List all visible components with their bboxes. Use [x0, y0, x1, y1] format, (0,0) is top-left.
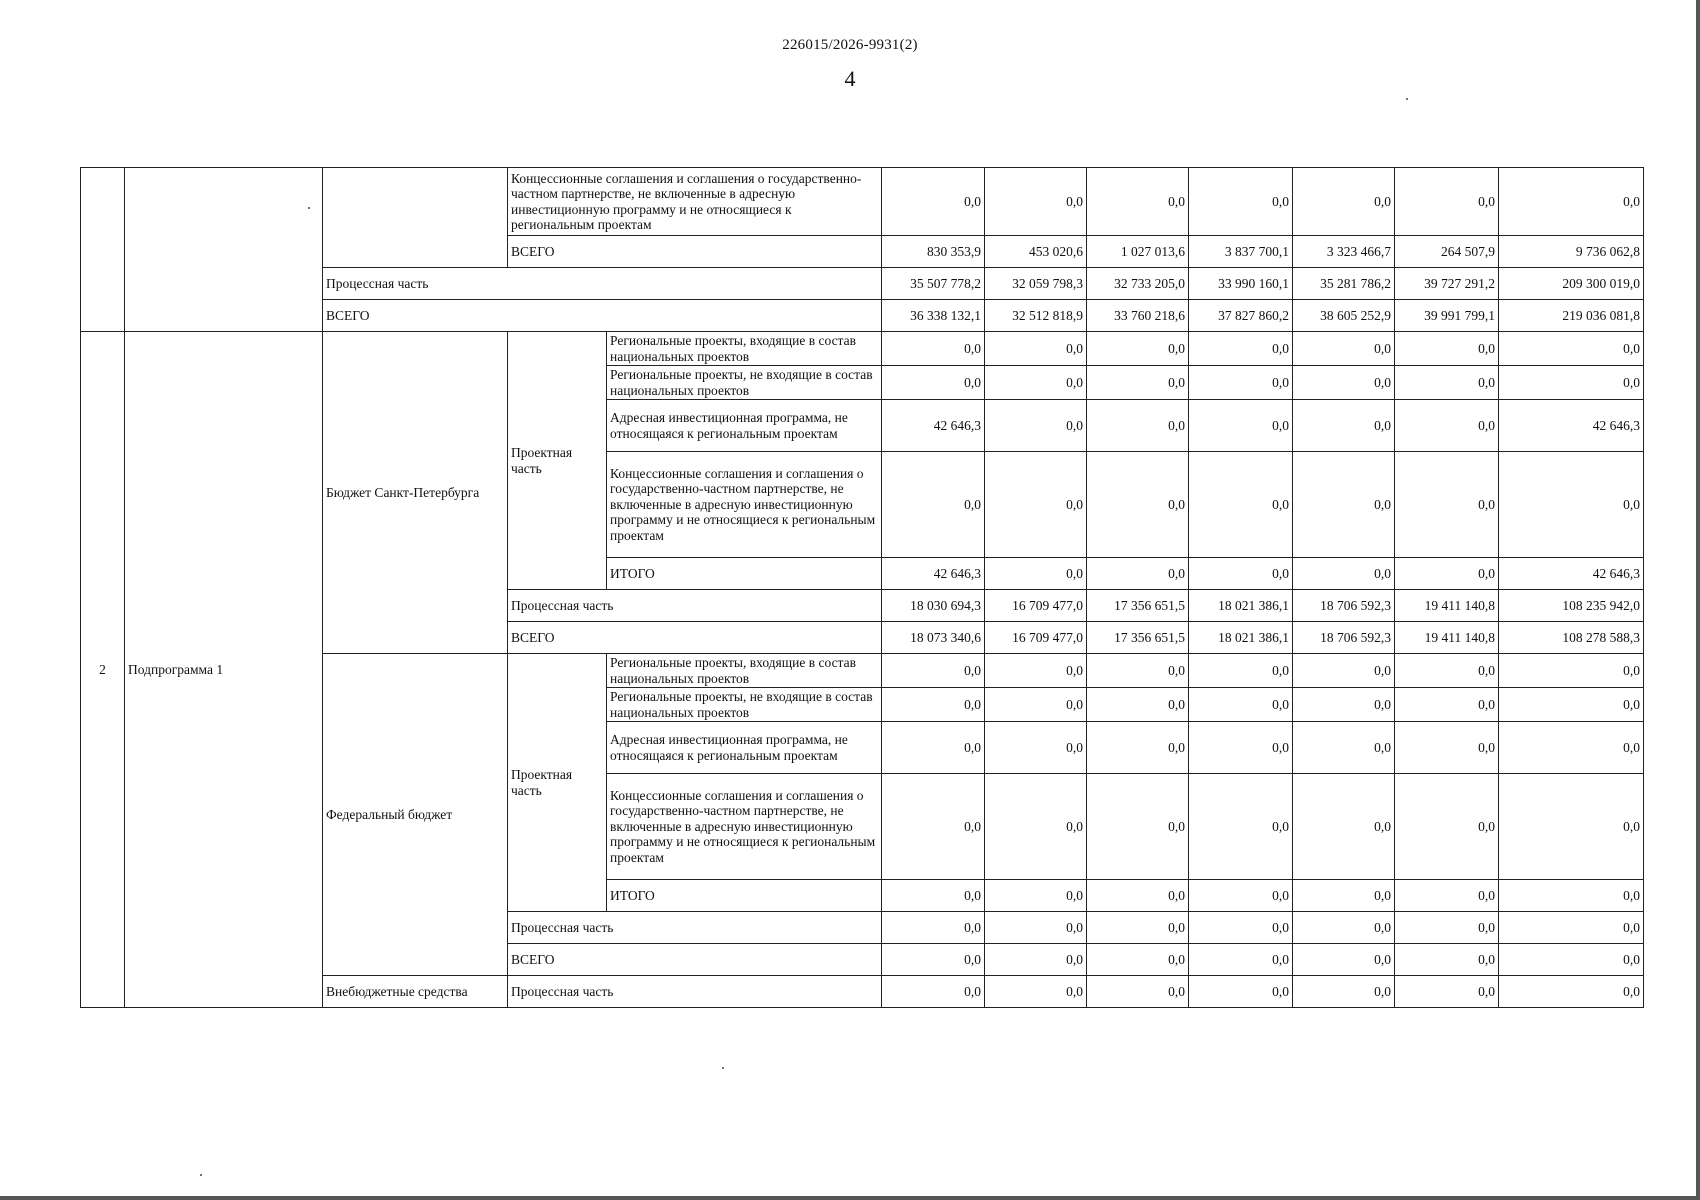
- total-value-cell: 108 278 588,3: [1499, 622, 1644, 654]
- total-value-cell: 0,0: [1499, 880, 1644, 912]
- value-cell: 19 411 140,8: [1395, 590, 1499, 622]
- project-part-label: Проектная часть: [508, 654, 607, 912]
- value-cell: 0,0: [985, 654, 1087, 688]
- value-cell: 0,0: [1395, 688, 1499, 722]
- value-cell: 453 020,6: [985, 236, 1087, 268]
- total-value-cell: 0,0: [1499, 332, 1644, 366]
- value-cell: 0,0: [1293, 452, 1395, 558]
- value-cell: 0,0: [985, 558, 1087, 590]
- value-cell: 0,0: [1395, 168, 1499, 236]
- value-cell: 0,0: [1087, 168, 1189, 236]
- row-label: ВСЕГО: [508, 944, 882, 976]
- value-cell: 0,0: [985, 944, 1087, 976]
- value-cell: 0,0: [1293, 774, 1395, 880]
- value-cell: 0,0: [882, 654, 985, 688]
- value-cell: 0,0: [985, 366, 1087, 400]
- value-cell: 0,0: [882, 688, 985, 722]
- value-cell: 0,0: [1189, 976, 1293, 1008]
- value-cell: 0,0: [1087, 452, 1189, 558]
- funding-source-cell: [323, 168, 508, 268]
- value-cell: 0,0: [1087, 558, 1189, 590]
- value-cell: 0,0: [1293, 880, 1395, 912]
- value-cell: 0,0: [1189, 654, 1293, 688]
- total-value-cell: 0,0: [1499, 976, 1644, 1008]
- row-label: Концессионные соглашения и соглашения о государственно-частном партнерстве, не включенные в адресную инвестиционную программу и не относящиеся к региональным проектам: [508, 168, 882, 236]
- value-cell: 0,0: [1087, 688, 1189, 722]
- value-cell: 0,0: [1189, 722, 1293, 774]
- row-label: Адресная инвестиционная программа, не относящаяся к региональным проектам: [607, 400, 882, 452]
- total-value-cell: 209 300 019,0: [1499, 268, 1644, 300]
- page-number: 4: [844, 66, 856, 91]
- value-cell: 3 323 466,7: [1293, 236, 1395, 268]
- row-label: ВСЕГО: [508, 236, 882, 268]
- value-cell: 0,0: [1293, 168, 1395, 236]
- subprogram-name: Подпрограмма 1: [125, 332, 323, 1008]
- budget-table: [80, 167, 1644, 1008]
- value-cell: 0,0: [1293, 688, 1395, 722]
- value-cell: 42 646,3: [882, 400, 985, 452]
- row-label: Адресная инвестиционная программа, не относящаяся к региональным проектам: [607, 722, 882, 774]
- value-cell: 0,0: [1087, 944, 1189, 976]
- total-value-cell: 0,0: [1499, 944, 1644, 976]
- value-cell: 0,0: [985, 332, 1087, 366]
- document-number: 226015/2026-9931(2): [782, 37, 918, 53]
- value-cell: 0,0: [1087, 366, 1189, 400]
- value-cell: 0,0: [1087, 654, 1189, 688]
- total-value-cell: 0,0: [1499, 654, 1644, 688]
- value-cell: 0,0: [1395, 774, 1499, 880]
- value-cell: 0,0: [1293, 366, 1395, 400]
- scan-speck: [1406, 98, 1408, 100]
- value-cell: 0,0: [1395, 332, 1499, 366]
- row-label: ВСЕГО: [508, 622, 882, 654]
- total-value-cell: 42 646,3: [1499, 558, 1644, 590]
- value-cell: 18 021 386,1: [1189, 622, 1293, 654]
- row-label: ВСЕГО: [323, 300, 882, 332]
- value-cell: 0,0: [1293, 400, 1395, 452]
- value-cell: 0,0: [1395, 944, 1499, 976]
- value-cell: 0,0: [1087, 774, 1189, 880]
- value-cell: 0,0: [1087, 722, 1189, 774]
- value-cell: 18 030 694,3: [882, 590, 985, 622]
- total-value-cell: 0,0: [1499, 168, 1644, 236]
- value-cell: 0,0: [1293, 654, 1395, 688]
- row-label: Региональные проекты, не входящие в состав национальных проектов: [607, 688, 882, 722]
- value-cell: 18 706 592,3: [1293, 622, 1395, 654]
- value-cell: 0,0: [1189, 168, 1293, 236]
- value-cell: 0,0: [1293, 558, 1395, 590]
- value-cell: 17 356 651,5: [1087, 622, 1189, 654]
- row-label: Процессная часть: [508, 976, 882, 1008]
- value-cell: 37 827 860,2: [1189, 300, 1293, 332]
- total-value-cell: 0,0: [1499, 774, 1644, 880]
- value-cell: 0,0: [1293, 912, 1395, 944]
- value-cell: 0,0: [1087, 400, 1189, 452]
- value-cell: 0,0: [1189, 944, 1293, 976]
- total-value-cell: 219 036 081,8: [1499, 300, 1644, 332]
- value-cell: 0,0: [1189, 332, 1293, 366]
- value-cell: 0,0: [1395, 722, 1499, 774]
- total-value-cell: 42 646,3: [1499, 400, 1644, 452]
- value-cell: 0,0: [985, 880, 1087, 912]
- value-cell: 0,0: [1189, 880, 1293, 912]
- value-cell: 0,0: [1087, 976, 1189, 1008]
- row-label: Региональные проекты, не входящие в состав национальных проектов: [607, 366, 882, 400]
- value-cell: 42 646,3: [882, 558, 985, 590]
- total-value-cell: 0,0: [1499, 366, 1644, 400]
- value-cell: 35 507 778,2: [882, 268, 985, 300]
- table-row: [81, 332, 1644, 366]
- value-cell: 0,0: [1087, 880, 1189, 912]
- value-cell: 32 059 798,3: [985, 268, 1087, 300]
- row-number-cell: [81, 168, 125, 332]
- value-cell: 19 411 140,8: [1395, 622, 1499, 654]
- scan-border-right: [1696, 0, 1700, 1200]
- value-cell: 0,0: [1189, 774, 1293, 880]
- row-label: Процессная часть: [508, 590, 882, 622]
- funding-source-federal: Федеральный бюджет: [323, 654, 508, 976]
- value-cell: 830 353,9: [882, 236, 985, 268]
- value-cell: 33 760 218,6: [1087, 300, 1189, 332]
- value-cell: 0,0: [1189, 366, 1293, 400]
- value-cell: 0,0: [985, 688, 1087, 722]
- value-cell: 0,0: [882, 774, 985, 880]
- value-cell: 0,0: [882, 168, 985, 236]
- value-cell: 16 709 477,0: [985, 590, 1087, 622]
- value-cell: 0,0: [1293, 332, 1395, 366]
- value-cell: 0,0: [985, 976, 1087, 1008]
- value-cell: 0,0: [985, 168, 1087, 236]
- row-label: ИТОГО: [607, 880, 882, 912]
- total-value-cell: 0,0: [1499, 722, 1644, 774]
- section-number: 2: [81, 332, 125, 1008]
- value-cell: 0,0: [985, 722, 1087, 774]
- funding-source-extra: Внебюджетные средства: [323, 976, 508, 1008]
- row-label: Процессная часть: [323, 268, 882, 300]
- value-cell: 0,0: [1293, 976, 1395, 1008]
- value-cell: 0,0: [1395, 400, 1499, 452]
- value-cell: 0,0: [882, 912, 985, 944]
- project-part-label: Проектная часть: [508, 332, 607, 590]
- value-cell: 16 709 477,0: [985, 622, 1087, 654]
- value-cell: 0,0: [1189, 452, 1293, 558]
- value-cell: 0,0: [882, 976, 985, 1008]
- row-label: Концессионные соглашения и соглашения о государственно-частном партнерстве, не включенные в адресную инвестиционную программу и не относящиеся к региональным проектам: [607, 452, 882, 558]
- value-cell: 3 837 700,1: [1189, 236, 1293, 268]
- value-cell: 32 733 205,0: [1087, 268, 1189, 300]
- value-cell: 0,0: [1395, 880, 1499, 912]
- value-cell: 0,0: [1395, 452, 1499, 558]
- value-cell: 36 338 132,1: [882, 300, 985, 332]
- row-label: Региональные проекты, входящие в состав национальных проектов: [607, 332, 882, 366]
- total-value-cell: 0,0: [1499, 688, 1644, 722]
- value-cell: 38 605 252,9: [1293, 300, 1395, 332]
- value-cell: 39 991 799,1: [1395, 300, 1499, 332]
- value-cell: 0,0: [985, 774, 1087, 880]
- value-cell: 0,0: [1087, 332, 1189, 366]
- value-cell: 0,0: [882, 332, 985, 366]
- value-cell: 0,0: [1189, 400, 1293, 452]
- value-cell: 0,0: [985, 912, 1087, 944]
- value-cell: 33 990 160,1: [1189, 268, 1293, 300]
- value-cell: 0,0: [985, 400, 1087, 452]
- value-cell: 17 356 651,5: [1087, 590, 1189, 622]
- value-cell: 0,0: [1395, 976, 1499, 1008]
- value-cell: 0,0: [1395, 912, 1499, 944]
- total-value-cell: 9 736 062,8: [1499, 236, 1644, 268]
- value-cell: 0,0: [1189, 688, 1293, 722]
- value-cell: 35 281 786,2: [1293, 268, 1395, 300]
- value-cell: 32 512 818,9: [985, 300, 1087, 332]
- value-cell: 0,0: [882, 366, 985, 400]
- scan-speck: [722, 1067, 724, 1069]
- value-cell: 0,0: [1189, 912, 1293, 944]
- value-cell: 18 706 592,3: [1293, 590, 1395, 622]
- row-label: Региональные проекты, входящие в состав национальных проектов: [607, 654, 882, 688]
- value-cell: 1 027 013,6: [1087, 236, 1189, 268]
- value-cell: 264 507,9: [1395, 236, 1499, 268]
- row-label: Процессная часть: [508, 912, 882, 944]
- scan-speck: [200, 1174, 202, 1176]
- value-cell: 0,0: [1293, 944, 1395, 976]
- total-value-cell: 108 235 942,0: [1499, 590, 1644, 622]
- value-cell: 0,0: [1087, 912, 1189, 944]
- funding-source-spb: Бюджет Санкт-Петербурга: [323, 332, 508, 654]
- total-value-cell: 0,0: [1499, 452, 1644, 558]
- value-cell: 0,0: [1395, 654, 1499, 688]
- program-name-cell: [125, 168, 323, 332]
- value-cell: 18 073 340,6: [882, 622, 985, 654]
- value-cell: 0,0: [985, 452, 1087, 558]
- value-cell: 0,0: [1293, 722, 1395, 774]
- total-value-cell: 0,0: [1499, 912, 1644, 944]
- row-label: ИТОГО: [607, 558, 882, 590]
- row-label: Концессионные соглашения и соглашения о государственно-частном партнерстве, не включенные в адресную инвестиционную программу и не относящиеся к региональным проектам: [607, 774, 882, 880]
- value-cell: 0,0: [882, 452, 985, 558]
- value-cell: 39 727 291,2: [1395, 268, 1499, 300]
- scan-border-bottom: [0, 1196, 1700, 1200]
- value-cell: 0,0: [882, 880, 985, 912]
- value-cell: 0,0: [882, 944, 985, 976]
- value-cell: 0,0: [1395, 366, 1499, 400]
- value-cell: 0,0: [882, 722, 985, 774]
- value-cell: 0,0: [1395, 558, 1499, 590]
- value-cell: 0,0: [1189, 558, 1293, 590]
- value-cell: 18 021 386,1: [1189, 590, 1293, 622]
- table-row: [81, 168, 1644, 236]
